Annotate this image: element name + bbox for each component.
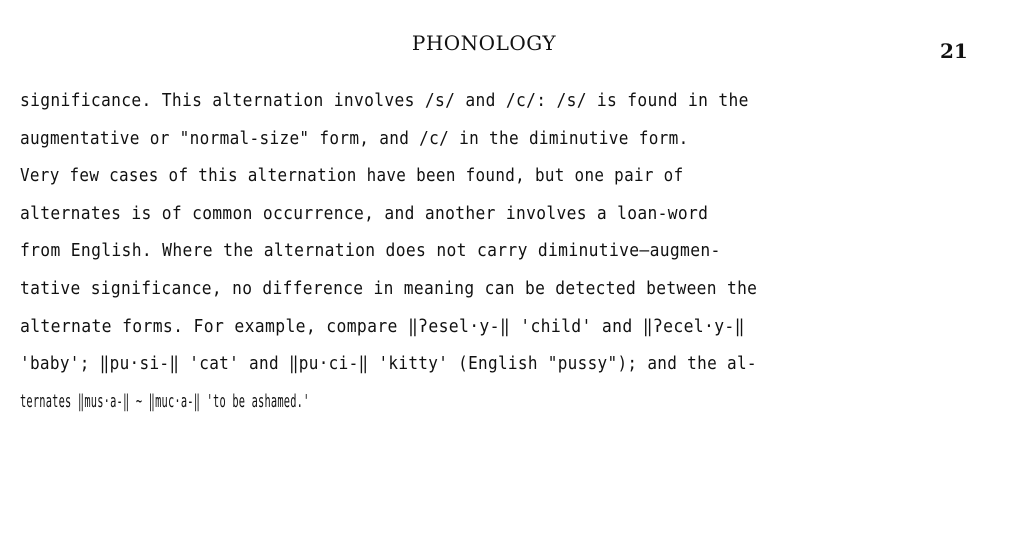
- text-line: significance. This alternation involves /s/ and /c/: /s/ is found in the: [20, 91, 749, 111]
- running-header: PHONOLOGY: [411, 31, 557, 55]
- text-line: Very few cases of this alternation have been found, but one pair of: [20, 166, 684, 187]
- body-paragraph: [20, 83, 980, 421]
- text-line: ternates ‖mus·a-‖ ~ ‖muc·a-‖ 'to be ashamed.': [20, 391, 310, 412]
- text-line: tative significance, no difference in meaning can be detected between the: [20, 278, 758, 299]
- text-line: augmentative or "normal-size" form, and /c/ in the diminutive form.: [20, 128, 689, 149]
- text-line: alternate forms. For example, compare ‖ʔesel·y-‖ 'child' and ‖ʔecel·y-‖: [20, 316, 745, 337]
- page-number: 21: [940, 39, 968, 63]
- text-line: 'baby'; ‖pu·si-‖ 'cat' and ‖pu·ci-‖ 'kitty' (English "pussy"); and the al-: [20, 354, 757, 375]
- text-line: alternates is of common occurrence, and another involves a loan-word: [20, 203, 709, 224]
- text-line: from English. Where the alternation does not carry diminutive—augmen-: [20, 241, 721, 262]
